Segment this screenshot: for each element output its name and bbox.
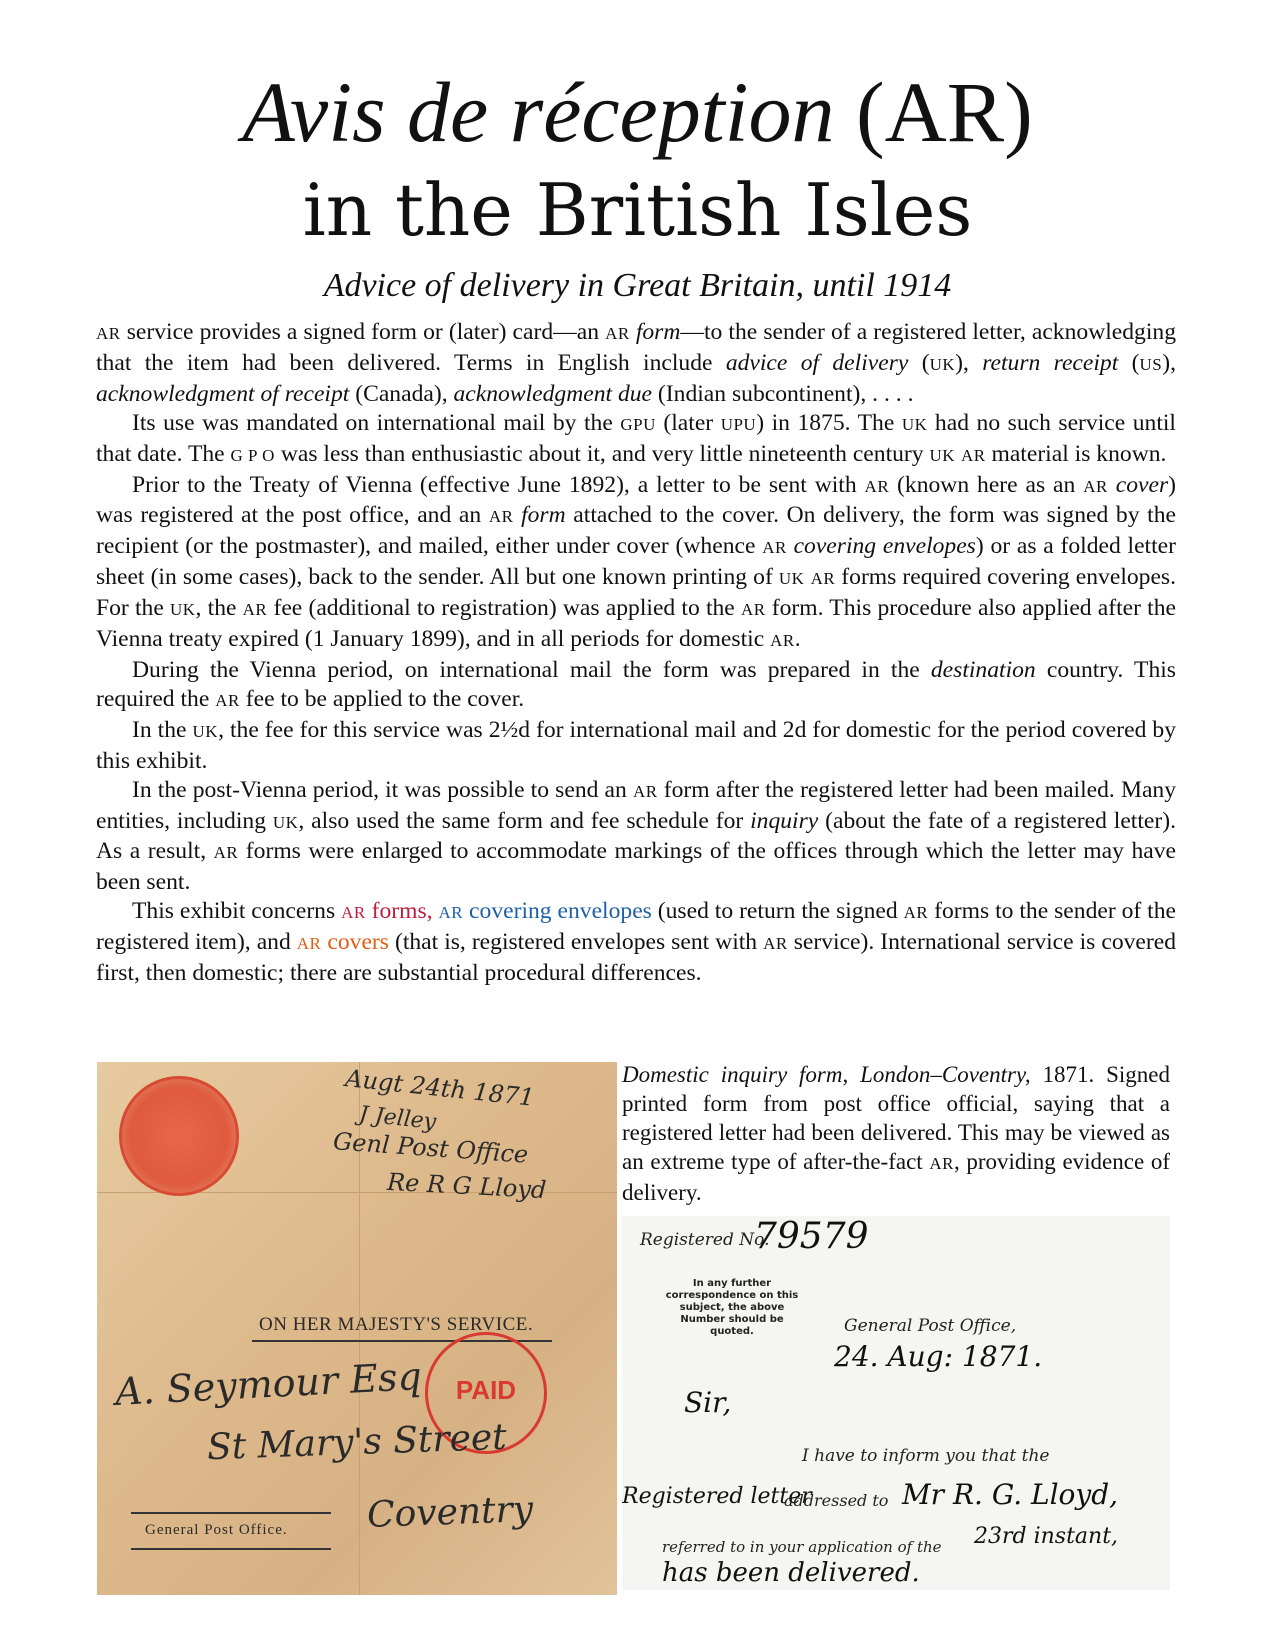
addressed-to: addressed to xyxy=(784,1491,889,1510)
italic-term: form xyxy=(635,319,681,345)
italic-term: acknowledgment due xyxy=(453,380,653,407)
paragraph-5 xyxy=(96,716,1176,776)
ar-abbrev: AR xyxy=(96,324,121,343)
text-run xyxy=(787,533,794,559)
paragraph-4 xyxy=(96,656,1176,716)
text-run: ), xyxy=(1162,349,1176,376)
text-run: form. This procedure also applied after the Vienna treaty expired (1 January 1899), and in all periods for domestic xyxy=(96,595,1176,653)
uk-abbrev: UK xyxy=(778,569,805,589)
gpo-label: General Post Office. xyxy=(145,1522,288,1538)
text-run: (known here as an xyxy=(889,471,1084,498)
ar-abbrev: AR xyxy=(903,903,929,923)
text-run: material is known. xyxy=(985,440,1167,467)
text-run: service). International service is covered first, then domestic; there are substantial procedural differences. xyxy=(96,929,1177,987)
address-line-3: Coventry xyxy=(366,1489,534,1536)
italic-term: destination xyxy=(930,656,1036,683)
text-run: was less than enthusiastic about it, and very little nineteenth century xyxy=(274,440,930,467)
ar-covering-envelopes-highlight xyxy=(439,898,652,924)
text-run: (about the fate of a registered letter). As a result, xyxy=(96,807,1176,865)
text-run xyxy=(513,502,521,528)
text-run: ) in 1875. The xyxy=(756,409,902,436)
ar-abbrev: AR xyxy=(770,631,795,651)
text-run: ) was registered at the post office, and an xyxy=(96,471,1176,529)
paragraph-7 xyxy=(96,897,1176,988)
title-line-2: in the British Isles xyxy=(302,168,973,252)
uk-abbrev: UK xyxy=(272,812,299,832)
uk-abbrev: UK xyxy=(169,600,196,620)
italic-term: inquiry xyxy=(750,807,819,834)
form-note: In any further correspondence on this subject, the above Number should be quoted. xyxy=(665,1278,799,1337)
referred-line: referred to in your application of the xyxy=(662,1538,942,1556)
paid-text: PAID xyxy=(455,1375,517,1405)
paragraph-1 xyxy=(96,318,1176,409)
ar-abbrev: AR xyxy=(864,476,890,496)
ar-abbrev: AR xyxy=(242,600,268,620)
text-run: Prior to the Treaty of Vienna (effective June 1892), a letter to be sent with xyxy=(132,471,865,498)
uk-abbrev: UK xyxy=(901,414,928,434)
text-run xyxy=(1108,472,1116,498)
uk-abbrev: UK xyxy=(192,721,219,741)
text-run: service provides a signed form or (later) card—an xyxy=(120,319,606,345)
wax-seal-icon xyxy=(119,1076,239,1196)
text-run: forms required covering envelopes. For the xyxy=(96,564,1177,622)
text-run: ), xyxy=(955,349,983,376)
title-line-1 xyxy=(0,62,1275,162)
salutation: Sir, xyxy=(684,1386,732,1419)
text-run: ) or as a folded letter sheet (in some cases), back to the sender. All but one known printing of xyxy=(96,533,1176,591)
paragraph-3 xyxy=(96,471,1176,656)
paragraph-6 xyxy=(96,776,1176,898)
italic-term: form xyxy=(521,502,566,529)
ar-forms-highlight xyxy=(341,898,433,924)
cover-photo xyxy=(97,1062,617,1595)
text-run: , also used the same form and fee schedule for xyxy=(298,807,751,834)
hand-name: J Jelley xyxy=(357,1102,438,1135)
ar-abbrev: AR xyxy=(341,903,366,923)
text-run: (that is, registered envelopes sent with xyxy=(388,929,764,956)
hand-re: Re R G Lloyd xyxy=(386,1167,548,1205)
text-run: (Canada), xyxy=(349,380,454,407)
text-run: forms were enlarged to accommodate markings of the offices through which the letter may have been sent. xyxy=(96,838,1176,896)
ar-abbrev: AR xyxy=(763,934,788,954)
ohms-heading: ON HER MAJESTY'S SERVICE. xyxy=(259,1314,534,1335)
text-run: (used to return the signed xyxy=(651,898,904,925)
text-run: —to the sender of a registered letter, acknowledging that the item had been delivered. Terms in English include xyxy=(96,319,1177,376)
text-run: , the xyxy=(195,595,243,622)
text-run: fee to be applied to the cover. xyxy=(239,685,525,712)
text-run: , the fee for this service was 2½d for international mail and 2d for domestic for the period covered by this exhibit. xyxy=(96,716,1176,774)
text-run: . xyxy=(794,626,801,653)
addressee: Mr R. G. Lloyd, xyxy=(902,1478,1119,1511)
text-run: Its use was mandated on international mail by the xyxy=(132,409,621,436)
text-run: attached to the cover. On delivery, the form was signed by the recipient (or the postmaster), and mailed, either under cover (whence xyxy=(96,502,1176,560)
ar-abbrev: AR xyxy=(1083,476,1108,496)
inform-line: I have to inform you that the xyxy=(802,1446,1050,1466)
ar-abbrev: AR xyxy=(810,569,836,589)
ar-abbrev: AR xyxy=(960,445,986,465)
text-run: During the Vienna period, on international mail the form was prepared in the xyxy=(132,656,931,683)
registered-label: Registered No. xyxy=(640,1230,770,1250)
upu-abbrev: UPU xyxy=(720,414,757,434)
italic-term: covering envelopes xyxy=(793,533,976,560)
registered-number: 79579 xyxy=(754,1216,869,1257)
paragraph-2 xyxy=(96,409,1176,471)
office-line: General Post Office, xyxy=(844,1316,1017,1336)
text-run: (later xyxy=(655,409,721,436)
ar-covers-highlight xyxy=(297,929,389,955)
uk-abbrev: UK xyxy=(929,354,956,374)
gpo-abbrev: G P O xyxy=(230,445,275,465)
ar-abbrev: AR xyxy=(296,934,322,954)
text-run: forms, xyxy=(365,898,433,925)
ar-abbrev: AR xyxy=(929,1154,954,1173)
ar-abbrev: AR xyxy=(213,843,239,863)
address-line-1: A. Seymour Esq xyxy=(114,1354,423,1414)
text-run: covering envelopes xyxy=(463,898,652,925)
image-caption xyxy=(622,1060,1170,1207)
text-run: covers xyxy=(321,929,389,956)
uk-abbrev: UK xyxy=(929,445,956,465)
referred-date: 23rd instant, xyxy=(974,1524,1119,1549)
body-text xyxy=(96,318,1176,988)
address-line-2: St Mary's Street xyxy=(206,1416,508,1469)
subtitle: Advice of delivery in Great Britain, until 1914 xyxy=(323,267,952,304)
ar-abbrev: AR xyxy=(605,324,630,343)
text-run: ( xyxy=(1118,349,1140,376)
title-ar: (AR) xyxy=(856,64,1033,160)
text-run: In the xyxy=(132,716,193,743)
text-run: (Indian subcontinent), . . . . xyxy=(652,380,914,407)
form-date: 24. Aug: 1871. xyxy=(834,1340,1043,1373)
gpu-abbrev: GPU xyxy=(620,414,656,434)
text-run: fee (additional to registration) was applied to the xyxy=(267,595,741,622)
text-run: had no such service until that date. The xyxy=(96,409,1176,467)
text-run: forms to the sender of the registered item), and xyxy=(96,898,1177,956)
text-run: ( xyxy=(908,349,930,376)
ar-abbrev: AR xyxy=(215,690,240,710)
text-run: form after the registered letter had been mailed. Many entities, including xyxy=(96,776,1177,834)
text-run: This exhibit concerns xyxy=(132,898,342,925)
text-run: In the post-Vienna period, it was possible to send an xyxy=(132,776,633,803)
ar-abbrev: AR xyxy=(740,600,766,620)
hand-date: Augt 24th 1871 xyxy=(344,1064,536,1112)
italic-term: return receipt xyxy=(982,349,1119,376)
delivered-line: has been delivered. xyxy=(662,1558,920,1588)
italic-term: acknowledgment of receipt xyxy=(96,380,350,407)
text-run: 1871. Signed printed form from post office official, saying that a registered letter had been delivered. This may be viewed as an extreme type of after-the-fact xyxy=(622,1062,1171,1174)
italic-term: cover xyxy=(1115,471,1169,498)
caption-italic: Domestic inquiry form, London–Coventry, xyxy=(622,1062,1031,1087)
registered-letter: Registered letter xyxy=(622,1484,812,1509)
hand-office: Genl Post Office xyxy=(332,1127,530,1169)
ar-abbrev: AR xyxy=(762,538,787,558)
ar-abbrev: AR xyxy=(438,903,464,923)
ar-abbrev: AR xyxy=(488,507,514,527)
us-abbrev: US xyxy=(1139,354,1163,374)
text-run: , providing evidence of delivery. xyxy=(622,1149,1170,1205)
form-photo xyxy=(622,1216,1170,1590)
title-italic: Avis de réception xyxy=(242,64,835,160)
text-run: country. This required the xyxy=(96,656,1176,712)
italic-term: advice of delivery xyxy=(725,349,909,376)
ar-abbrev: AR xyxy=(632,781,658,801)
